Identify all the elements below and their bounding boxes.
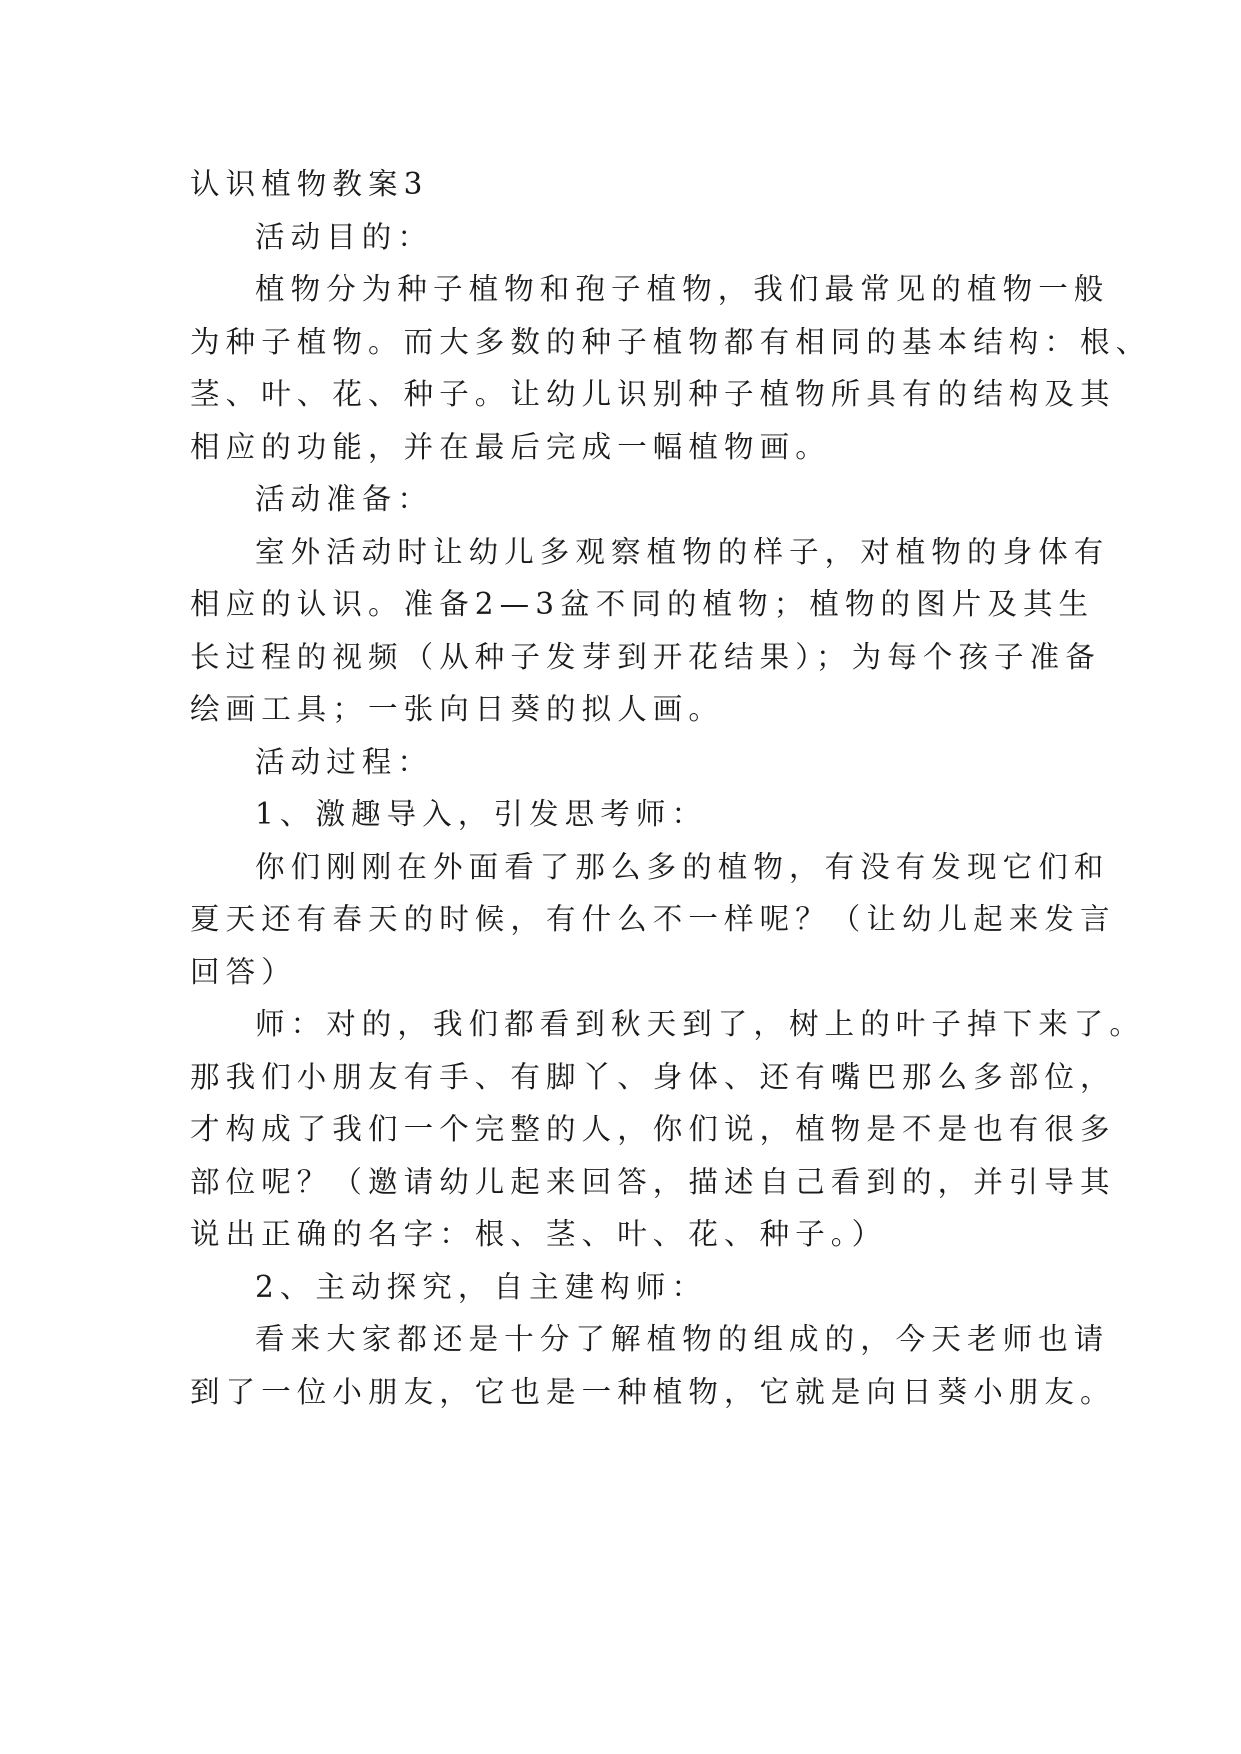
- text-line: 相应的功能，并在最后完成一幅植物画。: [190, 429, 831, 464]
- text-line: 绘画工具；一张向日葵的拟人画。: [190, 692, 725, 726]
- text-line: 回答）: [190, 954, 297, 989]
- text-line: 1、激趣导入，引发思考师：: [255, 797, 708, 831]
- text-line: 部位呢？（邀请幼儿起来回答，描述自己看到的，并引导其: [190, 1164, 1116, 1199]
- text-line: 活动准备：: [255, 482, 434, 516]
- text-line: 为种子植物。而大多数的种子植物都有相同的基本结构：根、: [190, 324, 1152, 359]
- text-line: 那我们小朋友有手、有脚丫、身体、还有嘴巴那么多部位，: [190, 1059, 1116, 1094]
- document-body: [190, 158, 1152, 1418]
- text-line: 夏天还有春天的时候，有什么不一样呢？（让幼儿起来发言: [190, 902, 1116, 936]
- text-line: 师：对的，我们都看到秋天到了，树上的叶子掉下来了。: [255, 1007, 1146, 1041]
- text-line: 室外活动时让幼儿多观察植物的样子，对植物的身体有: [255, 534, 1110, 569]
- document-title: 认识植物教案3: [190, 167, 429, 201]
- text-line: 才构成了我们一个完整的人，你们说，植物是不是也有很多: [190, 1112, 1116, 1146]
- text-line: 到了一位小朋友，它也是一种植物，它就是向日葵小朋友。: [190, 1374, 1116, 1409]
- text-line: 长过程的视频（从种子发芽到开花结果）；为每个孩子准备: [190, 639, 1101, 674]
- text-line: 茎、叶、花、种子。让幼儿识别种子植物所具有的结构及其: [190, 377, 1116, 411]
- text-line: 植物分为种子植物和孢子植物，我们最常见的植物一般: [255, 272, 1110, 306]
- text-line: 活动目的：: [255, 219, 434, 254]
- document-text-lines: [190, 211, 1152, 1419]
- text-line: 相应的认识。准备2—3盆不同的植物；植物的图片及其生: [190, 587, 1095, 621]
- text-line: 活动过程：: [255, 744, 434, 779]
- text-line: 看来大家都还是十分了解植物的组成的，今天老师也请: [255, 1322, 1110, 1356]
- text-line: 你们刚刚在外面看了那么多的植物，有没有发现它们和: [255, 849, 1110, 884]
- text-line: 2、主动探究，自主建构师：: [255, 1269, 708, 1304]
- text-line: 说出正确的名字：根、茎、叶、花、种子。）: [190, 1217, 888, 1251]
